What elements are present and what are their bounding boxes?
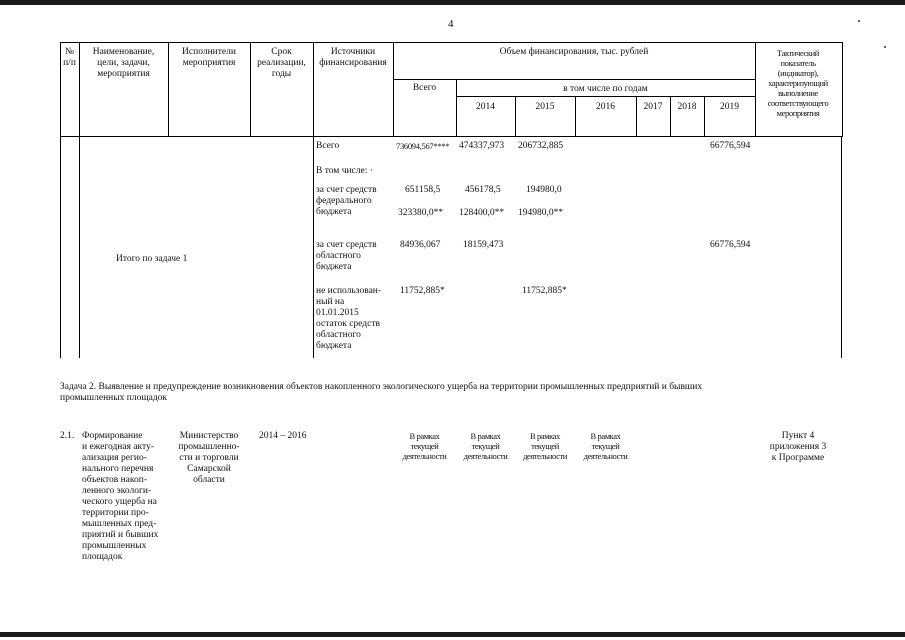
summary-total-2015: 206732,885 bbox=[518, 141, 564, 151]
item-term: 2014 – 2016 bbox=[259, 431, 307, 441]
item-cell-2014: В рамках текущей деятельности bbox=[463, 431, 508, 461]
header-year-2015: 2015 bbox=[535, 102, 555, 112]
summary-regional-2014: 18159,473 bbox=[463, 240, 504, 250]
summary-federal-total-adj: 323380,0** bbox=[398, 208, 444, 218]
summary-total-2019: 66776,594 bbox=[710, 141, 751, 151]
summary-source-federal: за счет средств федерального бюджета bbox=[316, 185, 377, 217]
header-year-2014: 2014 bbox=[476, 102, 495, 112]
summary-source-unused: не использован- ный на 01.01.2015 остаток средств областного бюджета bbox=[316, 286, 382, 351]
summary-unused-2015: 11752,885* bbox=[522, 286, 567, 296]
task2-title: Задача 2. Выявление и предупреждение возникновения объектов накопленного экологического ущерба на территории промышленных предприятий и бывших промышленных площадок bbox=[60, 382, 703, 403]
item-indicator: Пункт 4 приложения 3 к Программе bbox=[769, 431, 827, 463]
header-by-years: в том числе по годам bbox=[563, 84, 648, 94]
summary-total-2014: 474337,973 bbox=[459, 141, 505, 151]
scan-speck bbox=[884, 46, 886, 48]
header-year-2018: 2018 bbox=[677, 102, 697, 112]
summary-source-regional: за счет средств областного бюджета bbox=[316, 240, 377, 272]
header-sources: Источники финансирования bbox=[319, 47, 387, 68]
top-border bbox=[0, 0, 905, 5]
scan-speck bbox=[858, 20, 860, 22]
header-volume: Объем финансирования, тыс. рублей bbox=[499, 47, 649, 57]
summary-regional-2019: 66776,594 bbox=[710, 240, 751, 250]
header-indicator: Тактический показатель (индикатор), характеризующий выполнение соответствующего мероприятия bbox=[767, 48, 829, 118]
header-year-2016: 2016 bbox=[596, 102, 615, 112]
summary-unused-total: 11752,885* bbox=[400, 286, 445, 296]
summary-federal-2015-adj: 194980,0** bbox=[518, 208, 564, 218]
summary-source-total: Всего bbox=[316, 141, 340, 151]
header-num: № п/п bbox=[63, 47, 76, 68]
summary-federal-2014-adj: 128400,0** bbox=[459, 208, 505, 218]
header-executors: Исполнители мероприятия bbox=[182, 47, 236, 68]
summary-federal-2014: 456178,5 bbox=[465, 185, 501, 195]
item-executor: Министерство промышленно- сти и торговли Самарской области bbox=[178, 431, 240, 485]
item-name: Формирование и ежегодная акту- ализация регио- нального перечня объектов накоп- ленного экологи- ческого ущерба на территории про- мышленных пред- приятий и бывших промышленных площадок bbox=[82, 431, 159, 562]
item-cell-2016: В рамках текущей деятельности bbox=[583, 431, 628, 461]
item-cell-total: В рамках текущей деятельности bbox=[402, 431, 447, 461]
summary-regional-total: 84936,067 bbox=[400, 240, 441, 250]
bottom-border bbox=[0, 632, 905, 637]
header-year-2019: 2019 bbox=[720, 102, 739, 112]
summary-federal-2015: 194980,0 bbox=[526, 185, 562, 195]
summary-total-all: 736094,567**** bbox=[396, 141, 450, 151]
item-cell-2015: В рамках текущей деятельности bbox=[523, 431, 567, 461]
summary-federal-total: 651158,5 bbox=[405, 185, 441, 195]
summary-label: Итого по задаче 1 bbox=[116, 254, 188, 264]
header-total: Всего bbox=[412, 83, 437, 93]
header-term: Срок реализации, годы bbox=[257, 47, 306, 79]
item-number: 2.1. bbox=[60, 431, 75, 441]
summary-including: В том числе: · bbox=[316, 166, 373, 176]
header-name: Наименование, цели, задачи, мероприятия bbox=[92, 47, 155, 79]
page-number: 4 bbox=[448, 18, 454, 30]
header-year-2017: 2017 bbox=[643, 102, 663, 112]
